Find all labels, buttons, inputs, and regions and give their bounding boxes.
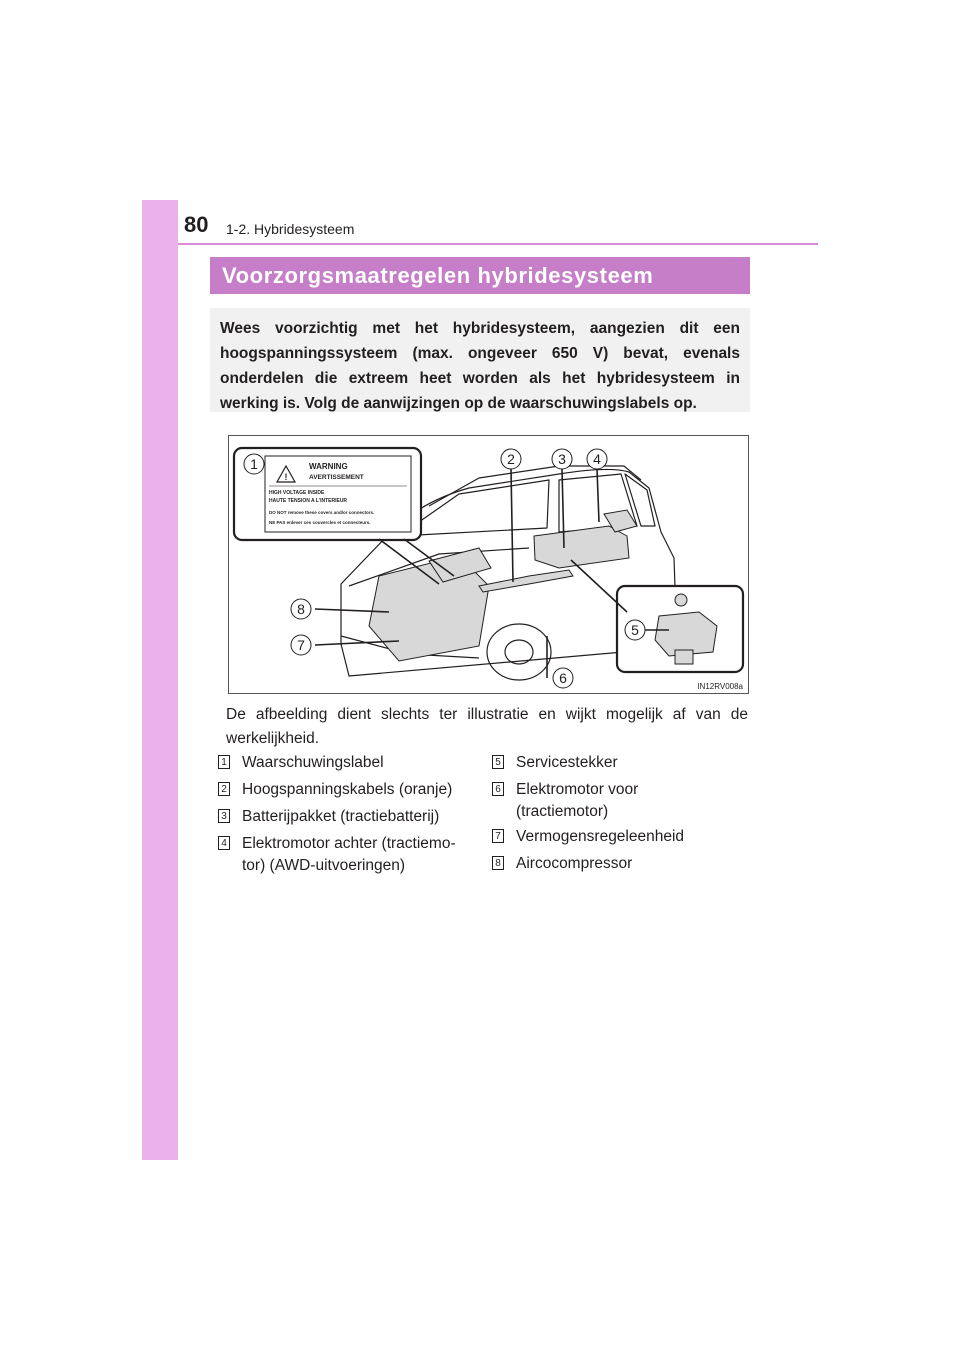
label-line-1: HIGH VOLTAGE INSIDE — [269, 490, 325, 496]
service-plug — [655, 612, 717, 656]
header-divider — [178, 243, 818, 245]
legend-number: 6 — [492, 782, 504, 796]
car-roof-line — [429, 466, 641, 506]
legend-text: Elektromotor voor — [516, 781, 639, 798]
leader-4 — [597, 469, 599, 522]
car-illustration — [229, 436, 748, 693]
legend-item-4 — [218, 833, 478, 877]
front-wheel-hub — [505, 640, 533, 664]
callout-5-num: 5 — [631, 622, 639, 638]
callout-7-num: 7 — [297, 637, 305, 653]
side-thumb-tab — [142, 200, 178, 1160]
legend-number: 3 — [218, 809, 230, 823]
callout-4-num: 4 — [593, 451, 601, 467]
hv-cable — [479, 570, 573, 592]
legend-item-6 — [492, 779, 752, 823]
callout-6-num: 6 — [559, 670, 567, 686]
leader-service-plug — [571, 560, 627, 612]
hybrid-system-figure — [228, 435, 749, 694]
legend-item-8 — [492, 853, 752, 875]
label-line-2: HAUTE TENSION A L'INTERIEUR — [269, 498, 348, 504]
legend-text: Servicestekker — [516, 754, 618, 771]
legend-text: Batterijpakket (tractiebatterij) — [242, 808, 440, 825]
page-number: 80 — [184, 212, 209, 237]
warning-exclamation: ! — [284, 472, 288, 482]
legend-number: 5 — [492, 755, 504, 769]
figure-caption: De afbeelding dient slechts ter illustratie en wijkt mogelijk af van de werkelijkheid. — [226, 706, 748, 747]
legend-item-3 — [218, 806, 478, 828]
label-line-4: NE PAS enlever ces couvercles et connecteurs. — [269, 520, 371, 525]
legend-text: Waarschuwingslabel — [242, 754, 384, 771]
legend-item-7 — [492, 826, 752, 848]
legend-text: Vermogensregeleenheid — [516, 828, 685, 845]
section-title: Voorzorgsmaatregelen hybridesysteem — [222, 262, 654, 288]
legend-number: 8 — [492, 856, 504, 870]
callout-8-num: 8 — [297, 601, 305, 617]
legend-item-2 — [218, 779, 478, 801]
legend-text: Hoogspanningskabels (oranje) — [242, 781, 453, 798]
section-title-bar — [210, 257, 750, 294]
callout-3-num: 3 — [558, 451, 566, 467]
legend-text: Elektromotor achter (tractiemo- — [242, 835, 456, 852]
legend-text: Aircocompressor — [516, 855, 633, 872]
legend-text-cont: tor) (AWD-uitvoeringen) — [242, 857, 406, 874]
legend-number: 1 — [218, 755, 230, 769]
label-warning-text: WARNING — [309, 462, 348, 471]
legend-number: 2 — [218, 782, 230, 796]
section-reference: 1-2. Hybridesysteem — [226, 221, 355, 237]
service-plug-bolt — [675, 594, 687, 606]
callout-2-num: 2 — [507, 451, 515, 467]
legend-number: 4 — [218, 836, 230, 850]
front-wheel — [487, 624, 551, 680]
label-avertissement-text: AVERTISSEMENT — [309, 474, 364, 481]
legend-item-5 — [492, 752, 752, 774]
service-plug-connector — [675, 650, 693, 664]
legend-item-1 — [218, 752, 478, 774]
label-line-3: DO NOT remove these covers and/or connectors. — [269, 510, 375, 515]
legend-text-cont: (tractiemotor) — [516, 803, 609, 820]
intro-box: Wees voorzichtig met het hybridesysteem, aangezien dit een hoogspanningssysteem (max. ongeveer 650 V) bevat, evenals onderdelen die extreem heet worden als het hybridesysteem in werking is. Volg de aanwijzingen op de waarschuwingslabels op. — [210, 308, 750, 412]
callout-1-num: 1 — [250, 456, 258, 472]
figure-code: IN12RV008a — [697, 682, 743, 691]
legend-number: 7 — [492, 829, 504, 843]
